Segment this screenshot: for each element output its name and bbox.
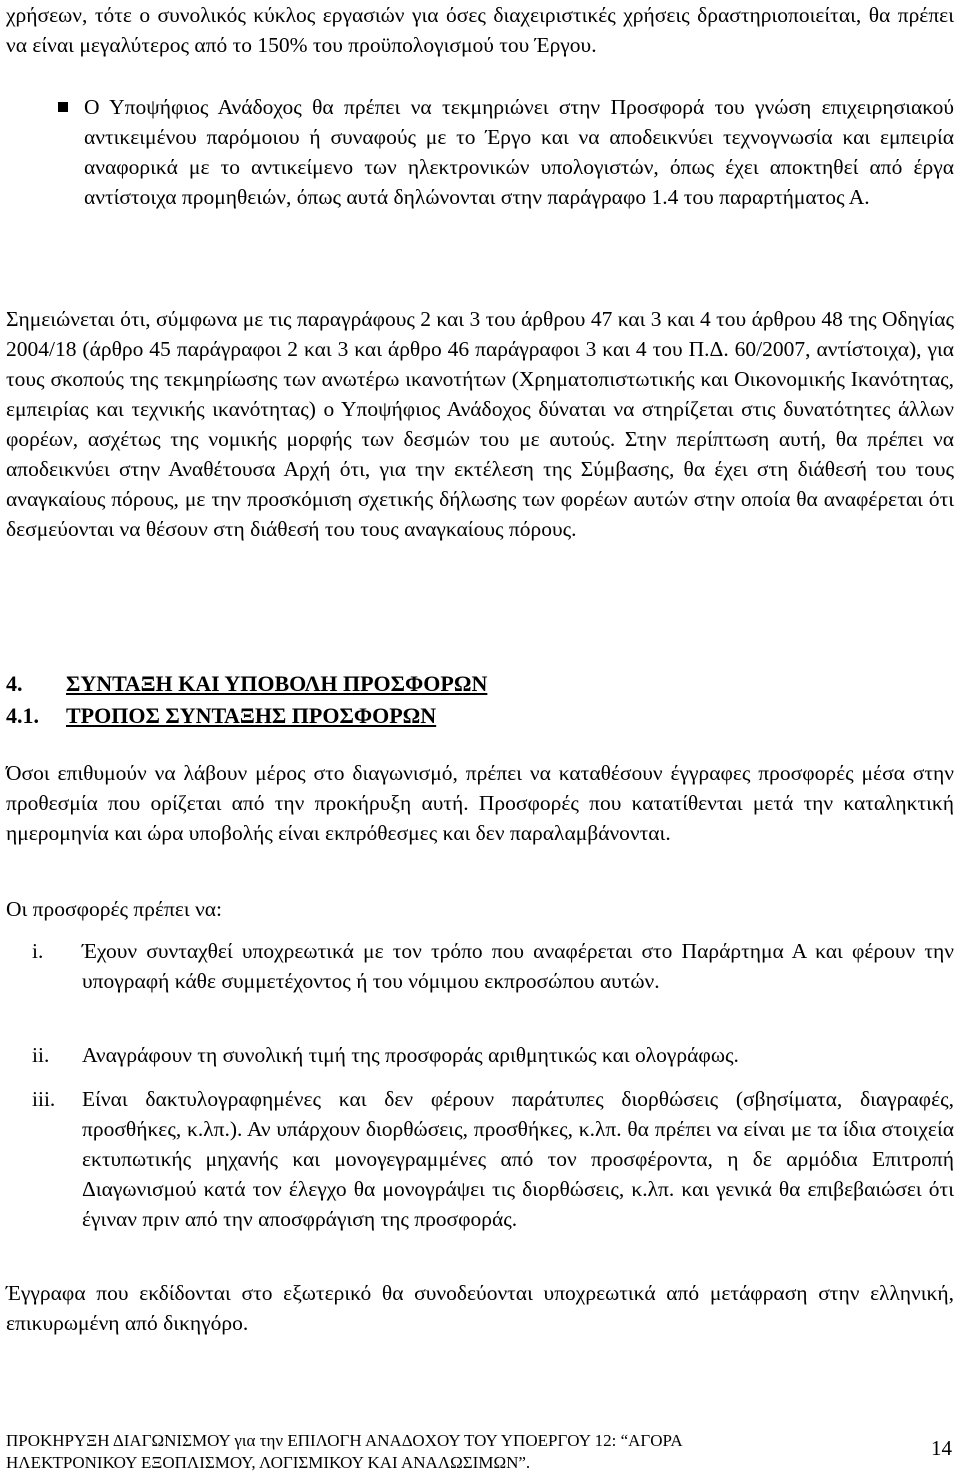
page-footer bbox=[6, 1430, 954, 1474]
section-heading-4 bbox=[6, 670, 487, 698]
list-number: ii. bbox=[32, 1043, 50, 1067]
footer-line-2: ΗΛΕΚΤΡΟΝΙΚΟΥ ΕΞΟΠΛΙΣΜΟΥ, ΛΟΓΙΣΜΙΚΟΥ ΚΑΙ ΑΝΑΛΩΣΙΜΩΝ”. bbox=[6, 1453, 531, 1472]
list-number: iii. bbox=[32, 1087, 56, 1111]
list-number: i. bbox=[32, 939, 44, 963]
list-text: Είναι δακτυλογραφημένες και δεν φέρουν παράτυπες διορθώσεις (σβησίματα, διαγραφές, προσθήκες, κ.λπ.). Αν υπάρχουν διορθώσεις, προσθήκες, κ.λπ. θα πρέπει να είναι με τα ίδια στοιχεία εκτυπωτικής μηχανής και μονογεγραμμένες από τον προσφέροντα, η δε αρμόδια Επιτροπή Διαγωνισμού κατά τον έλεγχο θα μονογράψει τις διορθώσεις, κ.λπ. και γενικά θα επιβεβαιώσει ότι έγιναν πριν από την αποσφράγιση της προσφοράς. bbox=[82, 1087, 954, 1231]
section-title: ΤΡΟΠΟΣ ΣΥΝΤΑΞΗΣ ΠΡΟΣΦΟΡΩΝ bbox=[66, 703, 437, 728]
section-number: 4.1. bbox=[6, 703, 39, 728]
section-heading-4-1 bbox=[6, 702, 436, 730]
offers-intro: Οι προσφορές πρέπει να: bbox=[6, 897, 223, 921]
continuation-text: χρήσεων, τότε ο συνολικός κύκλος εργασιών για όσες διαχειριστικές χρήσεις δραστηριοποιείται, θα πρέπει να είναι μεγαλύτερος από το 150% του προϋπολογισμού του Έργου. bbox=[6, 3, 954, 57]
list-text: Αναγράφουν τη συνολική τιμή της προσφοράς αριθμητικώς και ολογράφως. bbox=[82, 1043, 739, 1067]
section-title: ΣΥΝΤΑΞΗ ΚΑΙ ΥΠΟΒΟΛΗ ΠΡΟΣΦΟΡΩΝ bbox=[66, 671, 488, 696]
list-text: Έχουν συνταχθεί υποχρεωτικά με τον τρόπο που αναφέρεται στο Παράρτημα Α και φέρουν την υπογραφή κάθε συμμετέχοντος ή του νόμιμου εκπροσώπου αυτών. bbox=[82, 939, 954, 993]
foreign-documents-paragraph: Έγγραφα που εκδίδονται στο εξωτερικό θα συνοδεύονται υποχρεωτικά από μετάφραση στην ελληνική, επικυρωμένη από δικηγόρο. bbox=[6, 1281, 954, 1335]
footer-line-1: ΠΡΟΚΗΡΥΞΗ ΔΙΑΓΩΝΙΣΜΟΥ για την ΕΠΙΛΟΓΗ ΑΝΑΔΟΧΟΥ ΤΟΥ ΥΠΟΕΡΓΟΥ 12: “ΑΓΟΡΑ bbox=[6, 1431, 683, 1450]
bullet-text: Ο Υποψήφιος Ανάδοχος θα πρέπει να τεκμηριώνει στην Προσφορά του γνώση επιχειρησιακού αντικειμένου παρόμοιου ή συναφούς με το Έργο και να αποδεικνύει τεχνογνωσία και εμπειρία αναφορικά με το αντικείμενο των ηλεκτρονικών υπολογιστών, όπως έχει αποκτηθεί από έργα αντίστοιχα προμηθειών, όπως αυτά δηλώνονται στην παράγραφο 1.4 του παραρτήματος Α. bbox=[84, 95, 954, 209]
note-paragraph: Σημειώνεται ότι, σύμφωνα με τις παραγράφους 2 και 3 του άρθρου 47 και 3 και 4 του άρθρου 48 της Οδηγίας 2004/18 (άρθρο 45 παράγραφοι 2 και 3 και άρθρο 46 παράγραφοι 3 και 4 του Π.Δ. 60/2007, αντίστοιχα), για τους σκοπούς της τεκμηρίωσης των ανωτέρω ικανοτήτων (Χρηματοπιστωτικής και Οικονομικής Ικανότητας, εμπειρίας και τεχνικής ικανότητας) ο Υποψήφιος Ανάδοχος δύναται να στηρίζεται στις δυνατότητες άλλων φορέων, ασχέτως της νομικής μορφής των δεσμών του με αυτούς. Στην περίπτωση αυτή, θα πρέπει να αποδεικνύει στην Αναθέτουσα Αρχή ότι, για την εκτέλεση της Σύμβασης, θα έχει στη διάθεσή του τους αναγκαίους πόρους, με την προσκόμιση σχετικής δήλωσης των φορέων αυτών στην οποία θα αναφέρεται ότι δεσμεύονται να θέσουν στη διάθεσή του τους αναγκαίους πόρους. bbox=[6, 307, 954, 541]
offers-paragraph: Όσοι επιθυμούν να λάβουν μέρος στο διαγωνισμό, πρέπει να καταθέσουν έγγραφες προσφορές μέσα στην προθεσμία που ορίζεται από την προκήρυξη αυτή. Προσφορές που κατατίθενται μετά την καταληκτική ημερομηνία και ώρα υποβολής είναι εκπρόθεσμες και δεν παραλαμβάνονται. bbox=[6, 761, 954, 845]
square-bullet-icon bbox=[58, 102, 68, 112]
continuation-paragraph bbox=[6, 0, 954, 60]
page-number: 14 bbox=[931, 1436, 952, 1460]
section-number: 4. bbox=[6, 671, 23, 696]
